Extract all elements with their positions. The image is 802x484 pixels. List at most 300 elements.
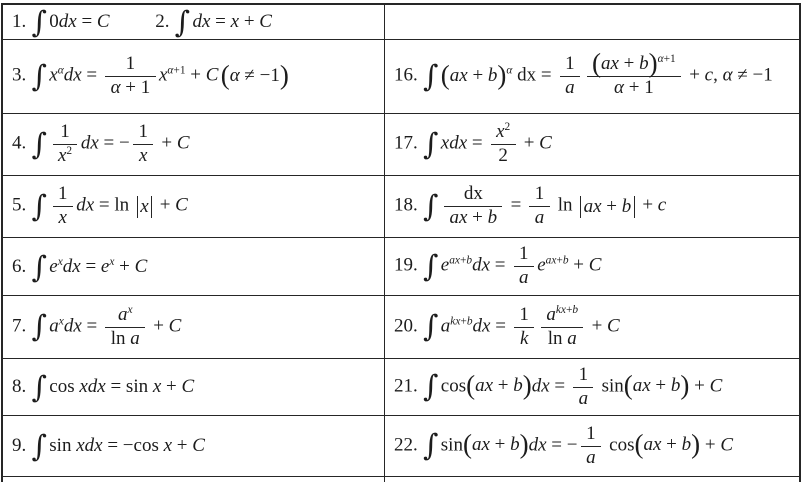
math-text: = [81, 315, 102, 337]
math-text: + [601, 196, 622, 218]
math-text: ≠ −1 [732, 64, 773, 86]
formula [394, 184, 666, 228]
math-text: + [565, 303, 573, 316]
formula-cell-left [3, 416, 385, 476]
denominator [514, 328, 534, 350]
numerator [105, 305, 145, 328]
math-text: 17. [394, 132, 423, 154]
math-text: 1. [12, 11, 31, 33]
superscript [546, 255, 569, 267]
math-text: + [154, 194, 176, 216]
math-text: + [586, 315, 608, 337]
numerator [560, 54, 580, 77]
integral-sign: ∫ [423, 248, 439, 283]
math-text: = [80, 255, 101, 277]
math-variable: b [466, 315, 473, 328]
math-variable: b [572, 303, 579, 316]
math-text: + [239, 11, 260, 33]
close-paren: ) [497, 60, 507, 91]
integral-sign: ∫ [423, 126, 439, 161]
formula [12, 370, 195, 405]
numerator [133, 122, 153, 145]
fraction [541, 305, 583, 349]
math-variable: b [562, 254, 569, 267]
math-text: + [148, 315, 169, 337]
paren-group [466, 370, 532, 401]
math-variable: dx [472, 315, 491, 337]
math-variable: x [109, 255, 115, 268]
math-text: + [650, 375, 671, 397]
paren-content [472, 434, 520, 455]
absolute-value [580, 196, 635, 218]
close-paren: ) [279, 60, 289, 91]
math-variable: C [134, 255, 148, 277]
fraction [105, 305, 145, 349]
math-text: 19. [394, 254, 423, 276]
math-variable: e [537, 254, 546, 276]
math-variable: C [588, 254, 602, 276]
formula-cell-left [3, 5, 385, 39]
table-row [3, 176, 799, 238]
numerator [53, 122, 78, 145]
formula-cell-left [3, 238, 385, 295]
math-text: cos [49, 376, 80, 398]
numerator [541, 305, 583, 328]
math-text: 2 [504, 121, 511, 134]
fraction [53, 122, 78, 166]
math-variable: ax [449, 254, 460, 267]
math-text: ln [553, 194, 578, 216]
math-variable: C [205, 64, 219, 86]
formula-cell-left [3, 477, 385, 482]
math-variable: x [49, 64, 58, 86]
math-text: ≠ −1 [239, 64, 280, 86]
paren-group [623, 370, 690, 401]
math-variable: a [586, 446, 596, 468]
open-paren: ( [623, 370, 633, 401]
math-variable: dx [472, 254, 491, 276]
math-text: = [490, 315, 511, 337]
math-text: + [459, 254, 467, 267]
math-variable: C [192, 435, 205, 457]
denominator [581, 447, 601, 469]
math-variable: a [117, 303, 128, 325]
math-text: = [505, 194, 527, 216]
fraction [514, 244, 534, 288]
math-text: 1 [578, 363, 589, 385]
math-variable: xdx [76, 435, 103, 457]
math-text: = [467, 132, 488, 154]
math-text: 1 [60, 121, 70, 143]
math-variable: C [709, 375, 723, 397]
fraction [491, 122, 516, 166]
fraction [514, 305, 534, 349]
math-text: = [549, 375, 570, 397]
math-variable: x [230, 11, 240, 33]
math-variable: C [720, 434, 733, 456]
formula-cell-left [3, 359, 385, 415]
math-variable: C [181, 376, 195, 398]
formula-cell-left [3, 40, 385, 113]
absolute-value [137, 196, 153, 218]
formula-cell-left [3, 296, 385, 358]
math-text: 1 [586, 422, 596, 444]
paren-content [475, 375, 523, 396]
table-row [3, 296, 799, 359]
math-variable: C [176, 132, 190, 154]
math-text: 1 [125, 53, 136, 75]
math-variable: x [57, 145, 67, 166]
math-variable: x [163, 435, 173, 457]
math-variable: C [539, 132, 552, 154]
math-text: 7. [12, 315, 31, 337]
math-text: + [467, 207, 488, 228]
superscript [505, 121, 511, 133]
math-text: = ln [94, 194, 134, 216]
integral-sign: ∫ [174, 5, 191, 40]
math-variable: ax [449, 207, 468, 228]
math-text: 22. [394, 434, 423, 456]
math-variable: C [607, 315, 620, 337]
math-text: 2. [155, 11, 175, 33]
formula-cell-right [385, 477, 799, 482]
fraction [573, 365, 593, 409]
math-text: 0 [49, 11, 59, 33]
math-variable: e [440, 254, 450, 276]
math-variable: dx [80, 132, 99, 154]
numerator [514, 244, 534, 267]
math-variable: b [510, 434, 520, 456]
math-variable: x [58, 315, 64, 328]
math-variable: b [513, 375, 523, 397]
math-variable: dx [62, 255, 81, 277]
math-text: 1 [518, 243, 529, 265]
math-text: 20. [394, 315, 423, 337]
math-variable: x [57, 255, 63, 268]
fraction [133, 122, 153, 166]
numerator [529, 184, 549, 207]
math-variable: x [58, 207, 67, 228]
math-text: ln [547, 327, 568, 349]
fraction [587, 48, 681, 98]
math-variable: x [496, 121, 505, 143]
integral-sign: ∫ [31, 188, 47, 223]
formula-cell-right [385, 238, 799, 295]
math-text: = −cos [102, 435, 164, 457]
math-variable: ax [475, 375, 494, 397]
math-text: 8. [12, 376, 31, 398]
denominator [105, 77, 155, 99]
denominator [53, 145, 78, 167]
math-variable: kx [450, 315, 461, 328]
math-variable: α [657, 53, 664, 66]
denominator [133, 145, 153, 167]
numerator [581, 424, 601, 447]
math-text: + [185, 64, 206, 86]
paren-group [440, 60, 507, 91]
fraction [581, 424, 601, 468]
math-text: 9. [12, 435, 31, 457]
math-variable: α [614, 77, 624, 98]
math-variable: α [506, 64, 513, 77]
math-text: + [493, 375, 514, 397]
close-paren: ) [522, 370, 532, 401]
math-variable: a [49, 315, 59, 337]
math-text: 1 [565, 53, 575, 75]
fraction [529, 184, 549, 228]
formula [12, 305, 181, 349]
superscript [450, 315, 472, 327]
fraction [444, 184, 502, 228]
formula-cell-right [385, 176, 799, 237]
open-paren: ( [440, 60, 450, 91]
integral-sign: ∫ [31, 5, 47, 40]
close-paren: ) [519, 429, 529, 460]
numerator [514, 305, 534, 328]
math-variable: a [534, 207, 545, 228]
math-text: dx = [512, 64, 557, 86]
paren-content [643, 434, 691, 455]
denominator [541, 328, 583, 350]
math-text: = [76, 11, 97, 33]
table-row [3, 5, 799, 40]
superscript [167, 65, 185, 77]
fraction [53, 184, 73, 228]
math-variable: α [229, 64, 240, 86]
denominator [529, 207, 549, 229]
math-text: + [467, 64, 488, 86]
integral-sign: ∫ [31, 249, 47, 284]
math-variable: α [57, 64, 64, 77]
math-variable: α [722, 64, 733, 86]
formula-cell-right [385, 114, 799, 175]
math-variable: kx [555, 303, 566, 316]
math-text: + [556, 254, 563, 267]
paren-content [450, 65, 498, 86]
paren-group [634, 429, 701, 460]
math-variable: C [168, 315, 182, 337]
math-text: = [81, 64, 102, 86]
math-text: 3. [12, 64, 31, 86]
math-text: 2 [498, 145, 508, 166]
math-variable: x [152, 376, 162, 398]
math-variable: x [140, 196, 149, 218]
formula [12, 429, 205, 464]
open-paren: ( [592, 48, 601, 79]
open-paren: ( [220, 60, 230, 91]
math-variable: c [657, 194, 667, 216]
math-variable: x [138, 145, 148, 166]
denominator [53, 207, 73, 229]
math-text: sin [49, 435, 77, 457]
math-text: 1 [534, 183, 545, 205]
denominator [514, 267, 534, 289]
math-text: = − [98, 132, 130, 154]
superscript [127, 304, 132, 316]
integral-sign: ∫ [423, 309, 439, 344]
math-text: + [156, 132, 177, 154]
open-paren: ( [462, 429, 472, 460]
math-variable: a [518, 267, 529, 288]
math-variable: dx [58, 11, 77, 33]
math-text: + [489, 434, 511, 456]
formula [394, 305, 620, 349]
math-text: 1 [57, 183, 68, 205]
math-text: + [518, 132, 540, 154]
formula-cell-right [385, 5, 799, 39]
math-variable: dx [76, 194, 95, 216]
math-text: , [713, 64, 723, 86]
math-variable: ax [643, 434, 662, 456]
integral-formula-table [1, 3, 801, 482]
math-variable: C [175, 194, 188, 216]
formula [12, 184, 188, 228]
math-variable: α [167, 64, 174, 77]
table-row [3, 114, 799, 176]
math-text: = [490, 254, 511, 276]
math-variable: α [110, 77, 121, 98]
superscript [658, 53, 676, 65]
integral-sign: ∫ [423, 428, 439, 463]
math-variable: dx [192, 11, 211, 33]
integral-sign: ∫ [423, 188, 439, 223]
math-variable: a [567, 327, 577, 349]
denominator [587, 77, 681, 99]
math-variable: c [704, 64, 714, 86]
math-text: 1 [519, 303, 529, 325]
math-variable: k [519, 327, 529, 349]
formula [12, 249, 148, 284]
math-variable: x [127, 303, 133, 316]
paren-content [633, 375, 681, 396]
table-row [3, 40, 799, 114]
math-variable: C [96, 11, 110, 33]
math-variable: e [100, 255, 110, 277]
numerator [444, 184, 502, 207]
integral-sign: ∫ [31, 429, 47, 464]
denominator [105, 328, 145, 350]
formula [394, 244, 601, 288]
math-variable: ax [600, 53, 619, 75]
math-variable: dx [63, 64, 82, 86]
math-variable: xdx [440, 132, 468, 154]
paren-group [462, 429, 529, 460]
integral-sign: ∫ [423, 369, 439, 404]
close-paren: ) [680, 370, 690, 401]
math-text: + [114, 255, 135, 277]
math-text: sin [440, 434, 463, 456]
math-text: + [618, 53, 640, 75]
numerator [587, 48, 681, 79]
numerator [105, 54, 155, 77]
math-text: 5. [12, 194, 31, 216]
math-variable: ax [632, 375, 651, 397]
superscript [556, 304, 578, 316]
math-variable: e [49, 255, 58, 277]
math-variable: b [487, 64, 498, 86]
math-text: + [637, 194, 658, 216]
formula [394, 122, 552, 166]
math-text: cos [604, 434, 635, 456]
math-variable: ax [583, 196, 602, 218]
math-text: + [172, 435, 193, 457]
math-text: + [161, 376, 182, 398]
denominator [491, 145, 516, 167]
table-row [3, 238, 799, 296]
open-paren: ( [466, 370, 476, 401]
paren-group [220, 60, 289, 91]
math-text: + [661, 434, 682, 456]
superscript [449, 255, 472, 267]
math-text: + [700, 434, 721, 456]
numerator [573, 365, 593, 388]
math-text: 6. [12, 255, 31, 277]
integral-sign: ∫ [31, 370, 47, 405]
denominator [573, 388, 593, 410]
paren-content [230, 65, 280, 86]
math-text: = [210, 11, 231, 33]
math-text: = sin [105, 376, 153, 398]
formula-cell-left [3, 114, 385, 175]
math-text: sin [596, 375, 624, 397]
numerator [53, 184, 73, 207]
formula [394, 424, 733, 468]
math-text: 2 [66, 144, 73, 157]
formula-cell-left [3, 176, 385, 237]
integral-sign: ∫ [31, 126, 47, 161]
math-variable: b [621, 196, 632, 218]
math-variable: b [639, 53, 649, 75]
math-text: cos [440, 375, 467, 397]
math-variable: C [259, 11, 272, 33]
math-variable: ax [449, 64, 468, 86]
open-paren: ( [634, 429, 644, 460]
math-variable: dx [528, 434, 547, 456]
math-variable: ax [545, 254, 557, 267]
math-variable: a [565, 77, 575, 98]
formula [12, 54, 289, 98]
integral-sign: ∫ [31, 309, 47, 344]
math-variable: xdx [79, 376, 106, 398]
close-paren: ) [691, 429, 701, 460]
superscript [66, 145, 72, 157]
math-variable: b [466, 254, 473, 267]
close-paren: ) [648, 48, 658, 79]
fraction [560, 54, 580, 98]
formula [394, 365, 722, 409]
table-row-cutoff [3, 477, 799, 482]
integral-sign: ∫ [423, 58, 439, 93]
formula-cell-right [385, 416, 799, 476]
math-variable: ax [471, 434, 490, 456]
math-text: + [689, 375, 710, 397]
math-variable: a [546, 303, 556, 325]
formula-cell-right [385, 40, 799, 113]
math-text: + [460, 315, 467, 328]
math-text: dx [463, 183, 483, 205]
numerator [491, 122, 516, 145]
math-text: + [684, 64, 705, 86]
denominator [444, 207, 502, 229]
formula [394, 48, 773, 98]
math-text: 18. [394, 194, 423, 216]
table-row [3, 359, 799, 416]
math-text: +1 [173, 64, 186, 77]
math-variable: x [158, 64, 168, 86]
formula-cell-right [385, 359, 799, 415]
math-text: + [568, 254, 589, 276]
math-variable: dx [531, 375, 550, 397]
